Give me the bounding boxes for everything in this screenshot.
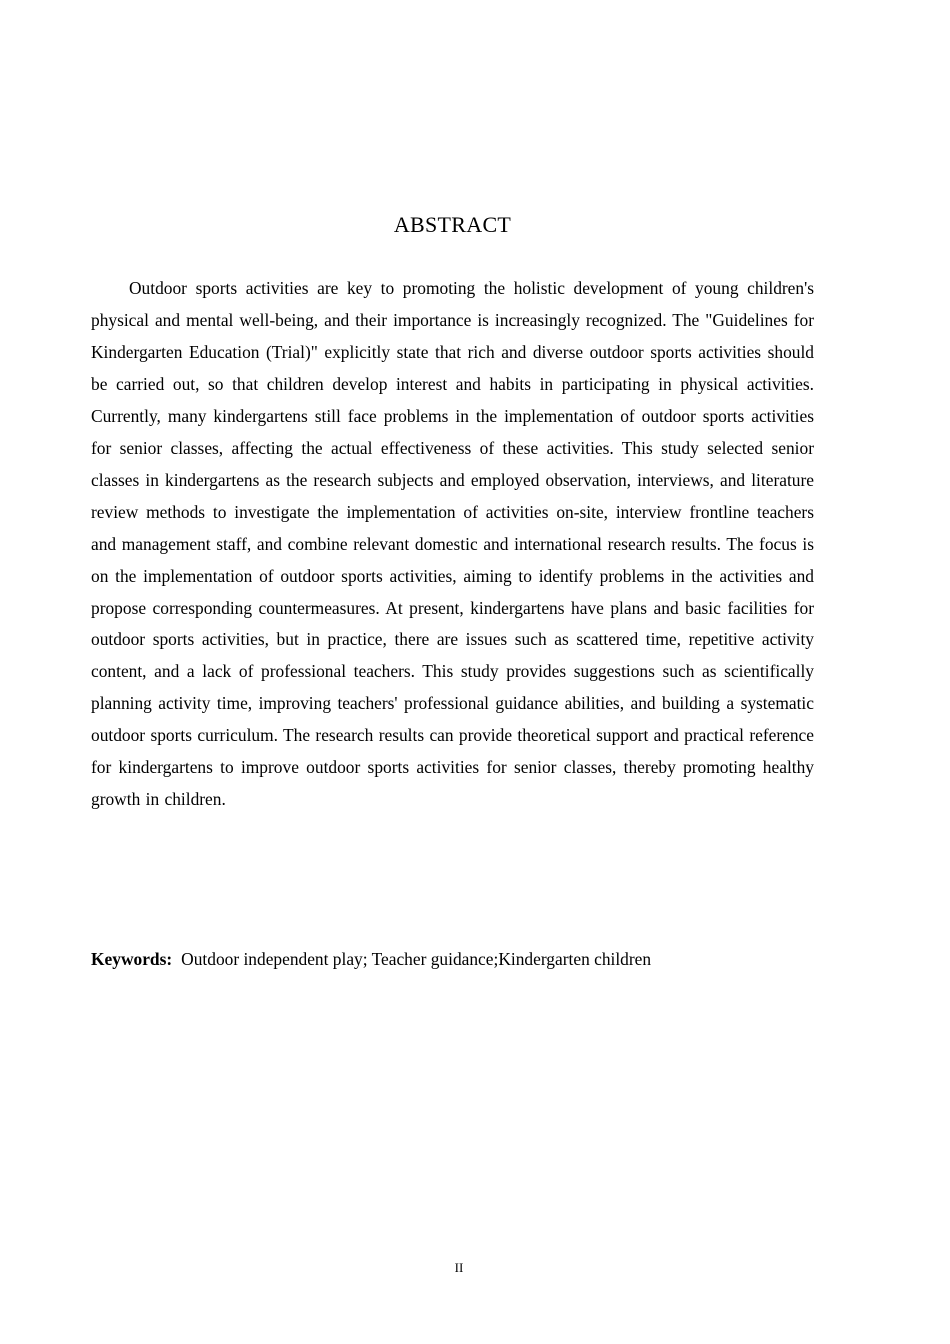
abstract-title: ABSTRACT (393, 212, 512, 237)
keywords-line (91, 944, 831, 974)
keywords-label: Keywords: (91, 949, 173, 969)
keywords-text: Outdoor independent play; Teacher guidance;Kindergarten children (181, 949, 652, 969)
page-number: II (454, 1260, 464, 1275)
abstract-body: Outdoor sports activities are key to promoting the holistic development of young children's physical and mental well-being, and their importance is increasingly recognized. The "Guidelines for Kindergarten Education (Trial)" explicitly state that rich and diverse outdoor sports activities should be carried out, so that children develop interest and habits in participating in physical activities. Currently, many kindergartens still face problems in the implementation of outdoor sports activities for senior classes, affecting the actual effectiveness of these activities. This study selected senior classes in kindergartens as the research subjects and employed observation, interviews, and literature review methods to investigate the implementation of activities on-site, interview frontline teachers and management staff, and combine relevant domestic and international research results. The focus is on the implementation of outdoor sports activities, aiming to identify problems in the activities and propose corresponding countermeasures. At present, kindergartens have plans and basic facilities for outdoor sports activities, but in practice, there are issues such as scattered time, repetitive activity content, and a lack of professional teachers. This study provides suggestions such as scientifically planning activity time, improving teachers' professional guidance abilities, and building a systematic outdoor sports curriculum. The research results can provide theoretical support and practical reference for kindergartens to improve outdoor sports activities for senior classes, thereby promoting healthy growth in children. (91, 278, 814, 810)
